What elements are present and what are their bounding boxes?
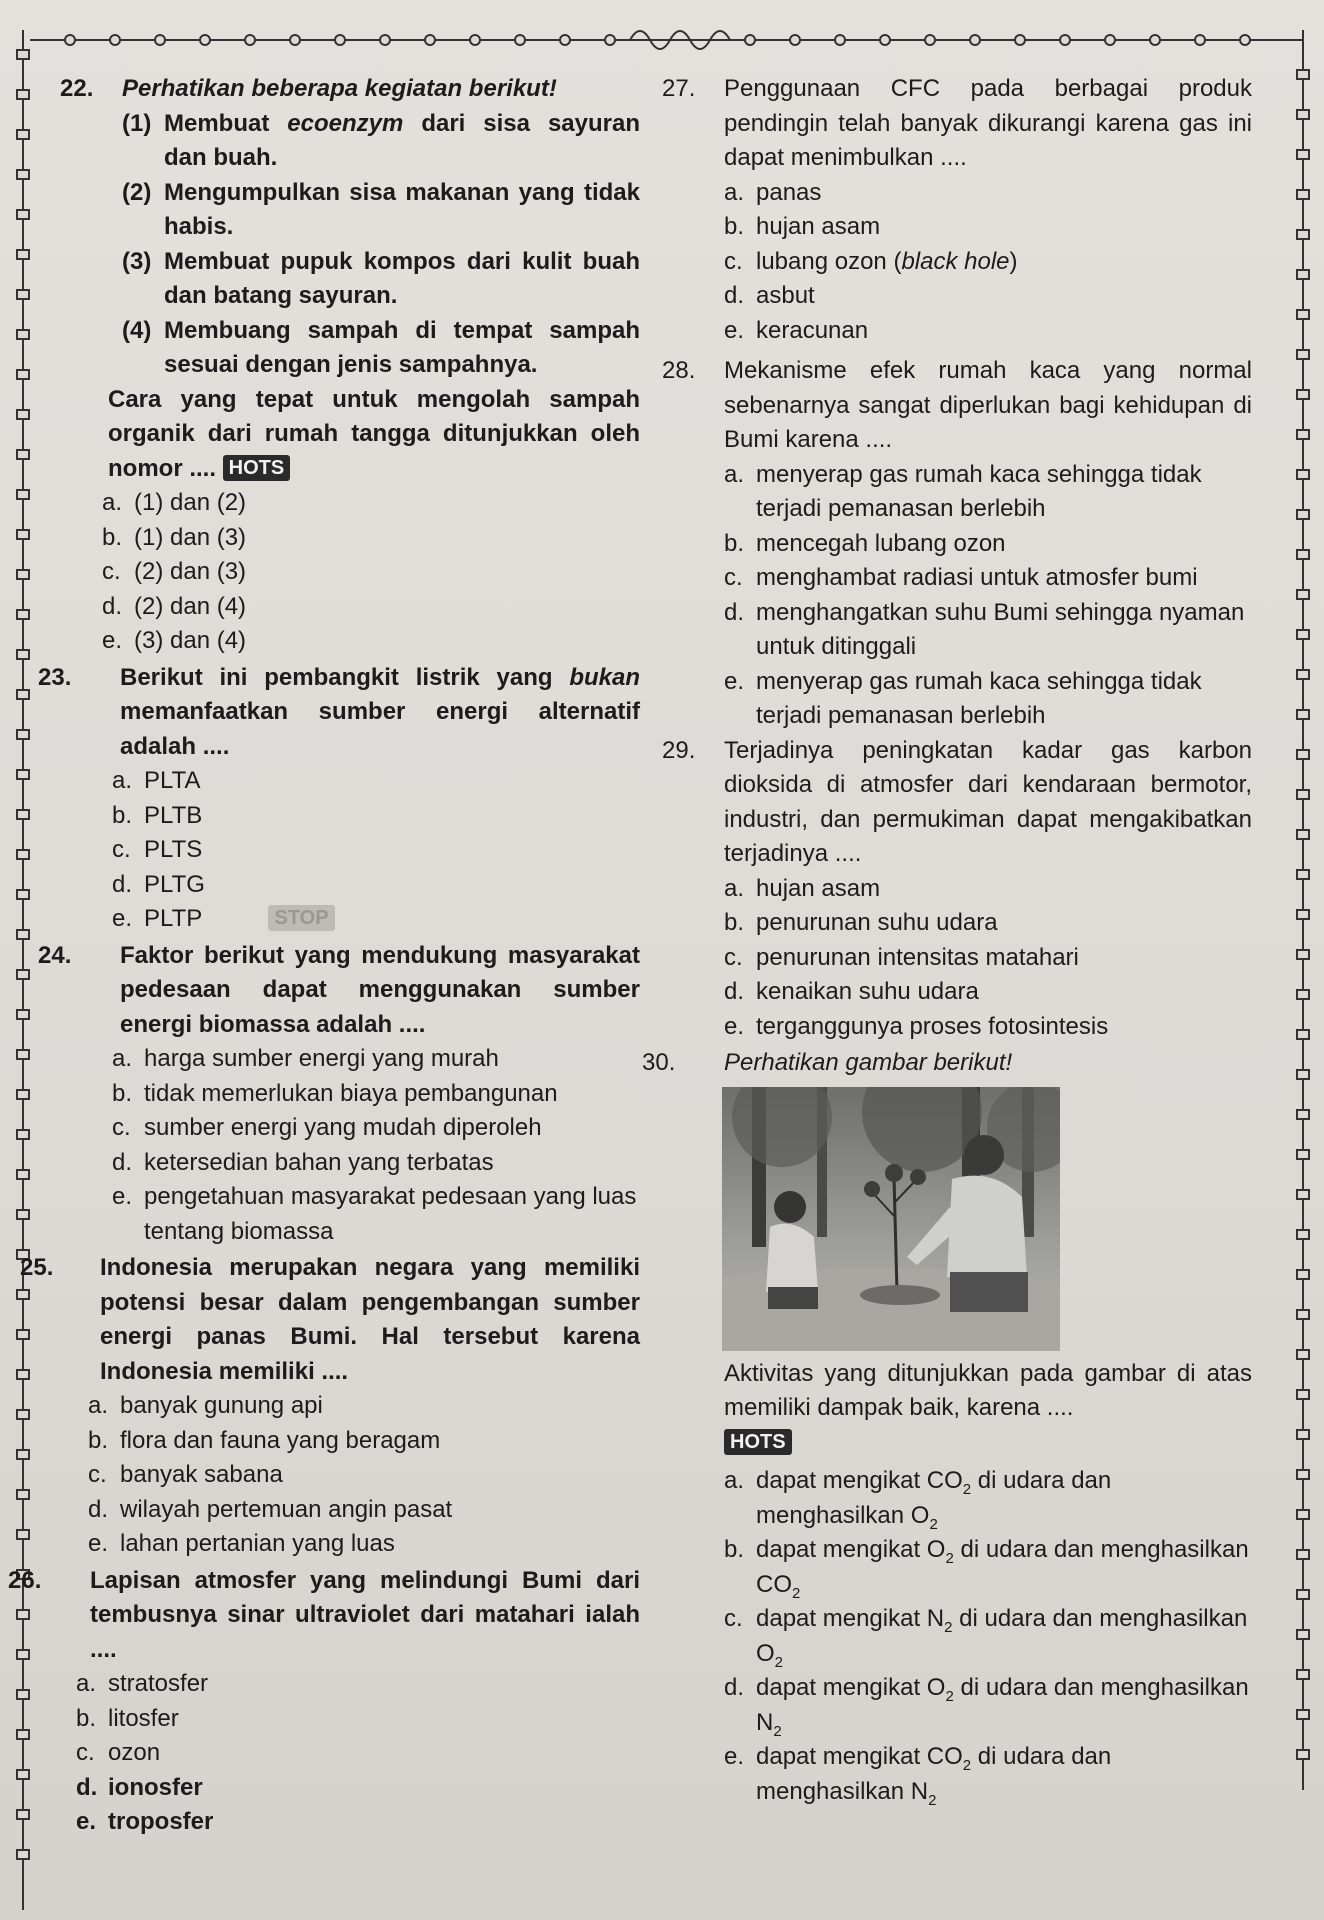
option-letter: b. bbox=[724, 529, 745, 557]
option-text: menyerap gas rumah kaca sehingga tidak terjadi pemanasan berlebih bbox=[756, 460, 1202, 522]
option-text: banyak sabana bbox=[120, 1461, 283, 1488]
option-text: penurunan intensitas matahari bbox=[756, 943, 1079, 971]
option-b[interactable] bbox=[112, 799, 640, 834]
decorative-top-border bbox=[30, 20, 1304, 60]
option-text: lubang ozon ( bbox=[756, 247, 902, 275]
gas-subscript: 2 bbox=[962, 1480, 972, 1498]
option-d[interactable] bbox=[724, 1671, 1252, 1740]
question-text: Terjadinya peningkatan kadar gas karbon dioksida di atmosfer dari kendaraan bermotor, industri, dan permukiman dapat mengakibatkan terjadinya .... bbox=[724, 736, 1252, 867]
option-letter: c. bbox=[724, 1605, 743, 1632]
option-e[interactable] bbox=[76, 1805, 640, 1840]
option-a[interactable] bbox=[724, 872, 1252, 907]
option-c[interactable] bbox=[102, 555, 640, 590]
option-letter: b. bbox=[88, 1426, 109, 1454]
option-letter: e. bbox=[724, 316, 745, 344]
option-c[interactable] bbox=[724, 941, 1252, 976]
gas-formula: O bbox=[926, 1536, 946, 1563]
statement-4 bbox=[122, 314, 640, 383]
option-letter: d. bbox=[724, 598, 745, 626]
statement-text: Mengumpulkan sisa makanan yang tidak habis. bbox=[164, 178, 640, 240]
option-a[interactable] bbox=[112, 1042, 640, 1077]
option-text: tidak memerlukan biaya pembangunan bbox=[144, 1079, 558, 1107]
statement-number: (3) bbox=[122, 247, 152, 275]
gas-subscript: 2 bbox=[792, 1584, 801, 1602]
option-text: dapat mengikat bbox=[756, 1467, 927, 1494]
option-text: sumber energi yang mudah diperoleh bbox=[144, 1114, 542, 1141]
option-a[interactable] bbox=[112, 764, 640, 799]
option-text: di udara dan menghasilkan bbox=[756, 1743, 1112, 1805]
option-text: dapat mengikat bbox=[756, 1536, 927, 1563]
hots-badge: HOTS bbox=[724, 1429, 792, 1455]
option-text: (3) dan (4) bbox=[134, 627, 247, 654]
option-d[interactable] bbox=[724, 279, 1252, 314]
option-b[interactable] bbox=[102, 521, 640, 556]
question-text bbox=[724, 1357, 1252, 1461]
statement-text: Membuat pupuk kompos dari kulit buah dan batang sayuran. bbox=[164, 247, 640, 309]
option-emphasis: black hole bbox=[901, 247, 1010, 275]
question-text: Penggunaan CFC pada berbagai produk pendingin telah banyak dikurangi karena gas ini dapat menimbulkan .... bbox=[724, 75, 1252, 171]
question-25 bbox=[20, 1251, 640, 1562]
question-text bbox=[120, 661, 640, 765]
option-e[interactable] bbox=[88, 1527, 640, 1562]
option-c[interactable] bbox=[724, 561, 1252, 596]
option-text: mencegah lubang ozon bbox=[756, 529, 1006, 557]
option-text: lahan pertanian yang luas bbox=[120, 1530, 395, 1557]
option-text: dapat mengikat bbox=[756, 1674, 927, 1701]
gas-subscript: 2 bbox=[774, 1653, 784, 1671]
question-text bbox=[108, 383, 640, 487]
option-letter: c. bbox=[724, 564, 743, 591]
option-b[interactable] bbox=[88, 1424, 640, 1459]
question-prompt: Aktivitas yang ditunjukkan pada gambar di atas memiliki dampak baik, karena .... bbox=[724, 1359, 1252, 1421]
option-letter: c. bbox=[724, 943, 743, 971]
option-e[interactable] bbox=[112, 1180, 640, 1249]
option-text: ketersedian bahan yang terbatas bbox=[144, 1148, 494, 1176]
option-text: PLTA bbox=[144, 767, 201, 794]
option-letter: e. bbox=[724, 1012, 745, 1040]
gas-subscript: 2 bbox=[773, 1722, 782, 1740]
gas-formula: O bbox=[910, 1501, 930, 1529]
question-prompt: Berikut ini pembangkit listrik yang bbox=[120, 663, 570, 691]
option-text: (1) dan (2) bbox=[134, 489, 247, 516]
gas-formula: N bbox=[910, 1777, 929, 1805]
option-text: di udara dan menghasilkan bbox=[756, 1467, 1112, 1529]
option-letter: e. bbox=[724, 667, 745, 695]
statement-emphasis: ecoenzym bbox=[287, 109, 404, 137]
question-number: 22. bbox=[60, 75, 94, 102]
option-text: PLTG bbox=[144, 870, 205, 898]
option-a[interactable] bbox=[724, 458, 1252, 527]
option-text: terganggunya proses fotosintesis bbox=[756, 1012, 1109, 1040]
gas-formula: CO bbox=[926, 1743, 963, 1770]
option-letter: d. bbox=[112, 870, 133, 898]
option-text: (2) dan (3) bbox=[134, 558, 247, 585]
option-letter: e. bbox=[88, 1530, 109, 1557]
question-number: 27. bbox=[662, 75, 696, 102]
option-text: hujan asam bbox=[756, 874, 881, 902]
gas-subscript: 2 bbox=[962, 1756, 972, 1774]
option-letter: d. bbox=[112, 1148, 133, 1176]
option-letter: e. bbox=[724, 1743, 745, 1770]
option-text: ) bbox=[1009, 247, 1018, 275]
option-text: di udara dan menghasilkan bbox=[953, 1536, 1249, 1563]
gas-subscript: 2 bbox=[944, 1618, 953, 1636]
question-number: 30. bbox=[642, 1049, 676, 1076]
question-intro: Perhatikan gambar berikut! bbox=[724, 1049, 1013, 1076]
option-text: penurunan suhu udara bbox=[756, 909, 998, 936]
option-e[interactable] bbox=[724, 1010, 1252, 1045]
option-a[interactable] bbox=[76, 1667, 640, 1702]
option-letter: c. bbox=[112, 1114, 131, 1141]
option-text: litosfer bbox=[108, 1704, 179, 1732]
question-text: Indonesia merupakan negara yang memiliki potensi besar dalam pengembangan sumber energi panas Bumi. Hal tersebut karena Indonesia memiliki .... bbox=[100, 1254, 640, 1385]
option-text: dapat mengikat bbox=[756, 1605, 927, 1632]
question-number: 23. bbox=[38, 663, 72, 691]
option-letter: c. bbox=[102, 558, 121, 585]
option-letter: c. bbox=[724, 247, 743, 275]
question-prompt: Cara yang tepat untuk mengolah sampah organik dari rumah tangga ditunjukkan oleh nomor .... bbox=[108, 385, 640, 482]
option-text: troposfer bbox=[108, 1808, 214, 1835]
option-letter: a. bbox=[88, 1392, 109, 1419]
option-text: di udara dan menghasilkan bbox=[953, 1674, 1249, 1701]
question-text: Lapisan atmosfer yang melindungi Bumi dari tembusnya sinar ultraviolet dari matahari ialah .... bbox=[90, 1566, 640, 1663]
question-number: 29. bbox=[662, 736, 696, 764]
option-a[interactable] bbox=[724, 176, 1252, 211]
option-text: flora dan fauna yang beragam bbox=[120, 1426, 441, 1454]
option-letter: d. bbox=[724, 1674, 745, 1701]
gas-formula: N bbox=[926, 1605, 945, 1632]
option-d[interactable] bbox=[102, 590, 640, 625]
option-e[interactable] bbox=[724, 314, 1252, 349]
option-letter: b. bbox=[112, 801, 133, 829]
option-letter: b. bbox=[112, 1079, 133, 1107]
option-text: PLTP bbox=[144, 905, 202, 932]
gas-formula: O bbox=[756, 1639, 775, 1667]
option-d[interactable] bbox=[724, 596, 1252, 665]
statement-number: (2) bbox=[122, 178, 152, 206]
question-text: Faktor berikut yang mendukung masyarakat pedesaan dapat menggunakan sumber energi biomassa adalah .... bbox=[120, 941, 640, 1038]
option-letter: d. bbox=[724, 978, 745, 1005]
question-23 bbox=[38, 661, 640, 937]
option-letter: e. bbox=[102, 627, 123, 654]
option-letter: c. bbox=[88, 1461, 107, 1488]
tree-planting-photo bbox=[722, 1087, 1060, 1351]
gas-subscript: 2 bbox=[929, 1515, 938, 1533]
question-text: Mekanisme efek rumah kaca yang normal sebenarnya sangat diperlukan bagi kehidupan di Bumi karena .... bbox=[724, 357, 1252, 453]
option-e[interactable] bbox=[724, 665, 1252, 734]
option-text: keracunan bbox=[756, 316, 869, 344]
option-text: menghangatkan suhu Bumi sehingga nyaman untuk ditinggali bbox=[756, 598, 1245, 660]
question-number: 25. bbox=[20, 1254, 54, 1281]
question-24 bbox=[38, 939, 640, 1250]
statement-3 bbox=[122, 245, 640, 314]
option-letter: a. bbox=[724, 1467, 745, 1494]
option-letter: a. bbox=[724, 178, 745, 206]
option-text: pengetahuan masyarakat pedesaan yang luas tentang biomassa bbox=[144, 1183, 637, 1245]
left-column bbox=[8, 72, 640, 1840]
option-text: menghambat radiasi untuk atmosfer bumi bbox=[756, 564, 1198, 591]
option-letter: b. bbox=[724, 909, 745, 936]
option-letter: a. bbox=[112, 767, 133, 794]
gas-formula: CO bbox=[756, 1570, 792, 1598]
option-letter: d. bbox=[76, 1773, 98, 1801]
option-text: dapat mengikat bbox=[756, 1743, 927, 1770]
statement-number: (1) bbox=[122, 109, 152, 137]
option-text: asbut bbox=[756, 282, 815, 309]
option-text: (2) dan (4) bbox=[134, 592, 247, 620]
option-letter: a. bbox=[724, 874, 745, 902]
option-b[interactable] bbox=[724, 906, 1252, 941]
question-emphasis: bukan bbox=[569, 663, 640, 691]
option-text: di udara dan menghasilkan bbox=[952, 1605, 1248, 1632]
stop-badge: STOP bbox=[268, 905, 334, 931]
option-b[interactable] bbox=[724, 210, 1252, 245]
statement-2 bbox=[122, 176, 640, 245]
option-d[interactable] bbox=[112, 868, 640, 903]
statement-text: Membuat bbox=[164, 109, 288, 137]
question-number: 28. bbox=[662, 357, 696, 384]
option-letter: d. bbox=[724, 282, 745, 309]
option-text: panas bbox=[756, 178, 822, 206]
option-text: stratosfer bbox=[108, 1670, 209, 1697]
option-text: PLTB bbox=[144, 801, 203, 829]
option-b[interactable] bbox=[76, 1702, 640, 1737]
gas-formula: O bbox=[926, 1674, 946, 1701]
option-letter: b. bbox=[76, 1704, 97, 1732]
question-22 bbox=[60, 72, 640, 659]
option-a[interactable] bbox=[724, 1464, 1252, 1533]
option-text: hujan asam bbox=[756, 213, 881, 240]
option-text: kenaikan suhu udara bbox=[756, 978, 979, 1005]
question-number: 26. bbox=[8, 1566, 42, 1594]
option-letter: a. bbox=[724, 460, 745, 488]
statement-number: (4) bbox=[122, 316, 152, 344]
option-d[interactable] bbox=[76, 1771, 640, 1806]
option-letter: d. bbox=[88, 1495, 109, 1523]
option-e[interactable] bbox=[102, 624, 640, 659]
option-c[interactable] bbox=[76, 1736, 640, 1771]
option-a[interactable] bbox=[102, 486, 640, 521]
option-letter: b. bbox=[724, 213, 745, 240]
statement-1 bbox=[122, 107, 640, 176]
hots-badge: HOTS bbox=[223, 455, 291, 481]
option-b[interactable] bbox=[112, 1077, 640, 1112]
tree-planting-illustration bbox=[722, 1087, 1060, 1351]
option-c[interactable] bbox=[112, 833, 640, 868]
question-27 bbox=[662, 72, 1252, 348]
option-text: harga sumber energi yang murah bbox=[144, 1045, 499, 1072]
option-letter: e. bbox=[76, 1808, 97, 1835]
option-e[interactable] bbox=[724, 1740, 1252, 1809]
question-29 bbox=[662, 734, 1252, 1045]
decorative-left-border bbox=[8, 30, 38, 1910]
option-letter: a. bbox=[112, 1045, 133, 1072]
option-letter: b. bbox=[102, 523, 123, 551]
statement-text: dari sisa sayuran dan buah. bbox=[164, 109, 640, 171]
question-28 bbox=[662, 354, 1252, 734]
question-number: 24. bbox=[38, 941, 72, 969]
question-26 bbox=[8, 1564, 640, 1840]
decorative-right-border bbox=[1288, 30, 1318, 1790]
option-letter: e. bbox=[112, 1183, 133, 1210]
option-c[interactable] bbox=[112, 1111, 640, 1146]
right-column bbox=[642, 72, 1252, 1809]
option-d[interactable] bbox=[724, 975, 1252, 1010]
option-letter: e. bbox=[112, 905, 133, 932]
option-text: ozon bbox=[108, 1739, 161, 1766]
option-c[interactable] bbox=[724, 245, 1252, 280]
question-intro: Perhatikan beberapa kegiatan berikut! bbox=[122, 75, 557, 102]
question-30 bbox=[642, 1046, 1252, 1809]
option-letter: c. bbox=[76, 1739, 95, 1766]
option-letter: d. bbox=[102, 592, 123, 620]
option-text: PLTS bbox=[144, 836, 203, 863]
option-c[interactable] bbox=[724, 1602, 1252, 1671]
option-a[interactable] bbox=[88, 1389, 640, 1424]
option-text: wilayah pertemuan angin pasat bbox=[120, 1495, 453, 1523]
option-text: ionosfer bbox=[108, 1773, 203, 1801]
gas-subscript: 2 bbox=[928, 1791, 937, 1809]
option-c[interactable] bbox=[88, 1458, 640, 1493]
question-prompt: memanfaatkan sumber energi alternatif adalah .... bbox=[120, 698, 640, 760]
statement-text: Membuang sampah di tempat sampah sesuai dengan jenis sampahnya. bbox=[164, 316, 640, 378]
gas-formula: N bbox=[756, 1708, 774, 1736]
option-letter: a. bbox=[102, 489, 123, 516]
option-text: menyerap gas rumah kaca sehingga tidak terjadi pemanasan berlebih bbox=[756, 667, 1202, 729]
option-d[interactable] bbox=[88, 1493, 640, 1528]
option-b[interactable] bbox=[724, 1533, 1252, 1602]
option-letter: b. bbox=[724, 1536, 745, 1563]
option-text: (1) dan (3) bbox=[134, 523, 247, 551]
option-letter: a. bbox=[76, 1670, 97, 1697]
option-letter: c. bbox=[112, 836, 131, 863]
gas-subscript: 2 bbox=[945, 1687, 954, 1705]
option-text: banyak gunung api bbox=[120, 1392, 323, 1419]
gas-subscript: 2 bbox=[945, 1549, 954, 1567]
gas-formula: CO bbox=[926, 1467, 963, 1494]
option-e[interactable] bbox=[112, 902, 640, 937]
option-d[interactable] bbox=[112, 1146, 640, 1181]
option-b[interactable] bbox=[724, 527, 1252, 562]
